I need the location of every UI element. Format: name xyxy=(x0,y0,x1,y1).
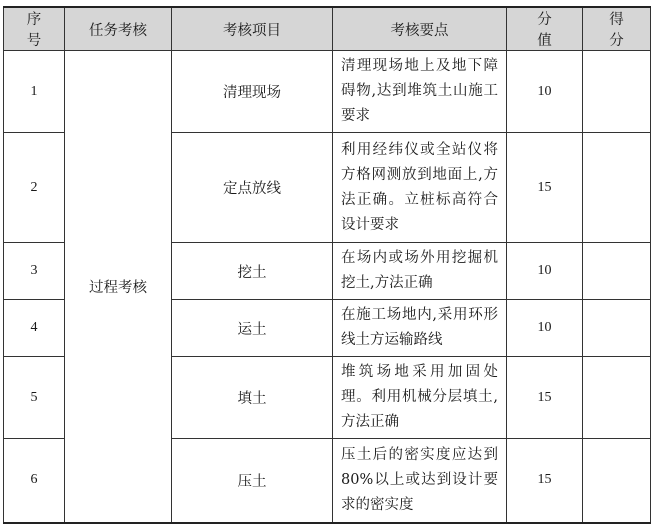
header-points: 考核要点 xyxy=(333,7,507,51)
row-points: 利用经纬仪或全站仪将方格网测放到地面上,方法正确。立桩标高符合设计要求 xyxy=(333,133,507,243)
row-points: 堆筑场地采用加固处理。利用机械分层填土,方法正确 xyxy=(333,357,507,439)
row-score: 15 xyxy=(507,133,583,243)
header-task: 任务考核 xyxy=(65,7,172,51)
row-seq: 2 xyxy=(4,133,65,243)
row-item: 压土 xyxy=(172,439,333,523)
row-item: 填土 xyxy=(172,357,333,439)
row-got xyxy=(583,300,651,357)
row-got xyxy=(583,133,651,243)
row-points: 在施工场地内,采用环形线土方运输路线 xyxy=(333,300,507,357)
row-score: 10 xyxy=(507,51,583,133)
row-points: 在场内或场外用挖掘机挖土,方法正确 xyxy=(333,243,507,300)
row-seq: 1 xyxy=(4,51,65,133)
header-row xyxy=(4,7,651,51)
row-score: 10 xyxy=(507,300,583,357)
row-item: 定点放线 xyxy=(172,133,333,243)
row-seq: 6 xyxy=(4,439,65,523)
row-points: 压土后的密实度应达到80%以上或达到设计要求的密实度 xyxy=(333,439,507,523)
row-got xyxy=(583,357,651,439)
header-item: 考核项目 xyxy=(172,7,333,51)
task-group-cell: 过程考核 xyxy=(65,51,172,523)
row-score: 15 xyxy=(507,357,583,439)
row-got xyxy=(583,243,651,300)
row-points: 清理现场地上及地下障碍物,达到堆筑土山施工要求 xyxy=(333,51,507,133)
row-item: 运土 xyxy=(172,300,333,357)
table-row xyxy=(4,51,651,133)
header-seq: 序号 xyxy=(4,7,65,51)
row-got xyxy=(583,51,651,133)
row-score: 15 xyxy=(507,439,583,523)
row-seq: 4 xyxy=(4,300,65,357)
header-score: 分值 xyxy=(507,7,583,51)
row-seq: 5 xyxy=(4,357,65,439)
assessment-table-wrapper xyxy=(3,6,651,524)
assessment-table xyxy=(3,6,651,524)
row-got xyxy=(583,439,651,523)
row-item: 清理现场 xyxy=(172,51,333,133)
row-item: 挖土 xyxy=(172,243,333,300)
header-got: 得分 xyxy=(583,7,651,51)
row-score: 10 xyxy=(507,243,583,300)
row-seq: 3 xyxy=(4,243,65,300)
